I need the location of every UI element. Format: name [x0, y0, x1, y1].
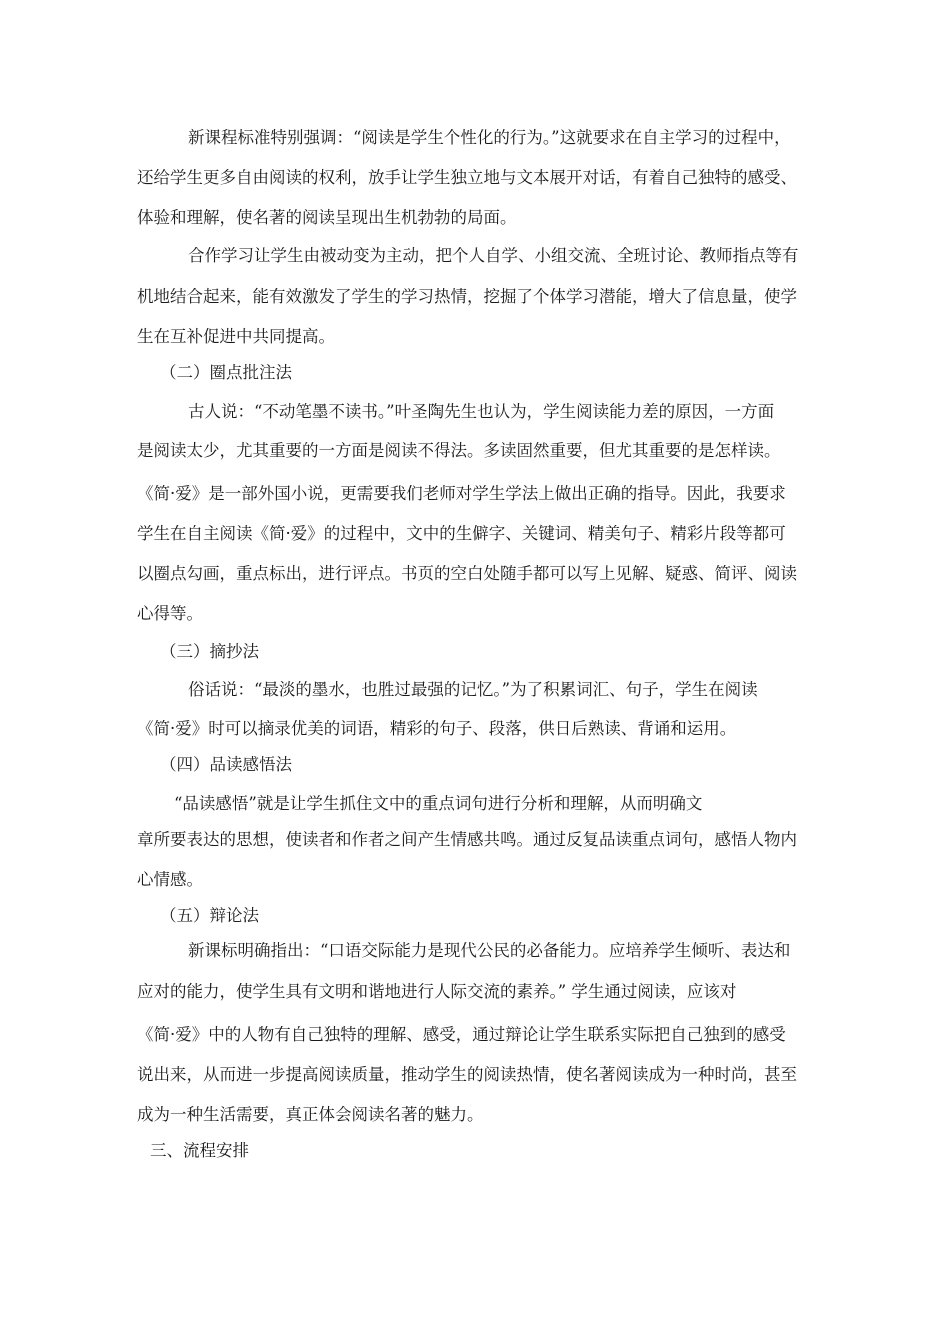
paragraph-line: 俗话说：“最淡的墨水，也胜过最强的记忆。”为了积累词汇、句子，学生在阅读 — [188, 680, 758, 699]
paragraph-line: 机地结合起来，能有效激发了学生的学习热情，挖掘了个体学习潜能，增大了信息量，使学 — [137, 287, 797, 306]
paragraph-line: 心得等。 — [137, 604, 203, 623]
section-heading: （三）摘抄法 — [160, 642, 259, 661]
paragraph-line: 是阅读太少，尤其重要的一方面是阅读不得法。多读固然重要，但尤其重要的是怎样读。 — [137, 441, 781, 460]
paragraph-line: 成为一种生活需要，真正体会阅读名著的魅力。 — [137, 1105, 484, 1124]
paragraph-line: 新课标明确指出：“口语交际能力是现代公民的必备能力。应培养学生倾听、表达和 — [188, 941, 791, 960]
paragraph-line: 章所要表达的思想，使读者和作者之间产生情感共鸣。通过反复品读重点词句，感悟人物内 — [137, 830, 797, 849]
paragraph-line: 《简·爱》是一部外国小说，更需要我们老师对学生学法上做出正确的指导。因此，我要求 — [137, 484, 786, 503]
section-heading: 三、流程安排 — [150, 1141, 249, 1160]
paragraph-line: “品读感悟”就是让学生抓住文中的重点词句进行分析和理解，从而明确文 — [174, 794, 703, 813]
section-heading: （四）品读感悟法 — [160, 755, 292, 774]
paragraph-line: 合作学习让学生由被动变为主动，把个人自学、小组交流、全班讨论、教师指点等有 — [188, 246, 799, 265]
paragraph-line: 说出来，从而进一步提高阅读质量，推动学生的阅读热情，使名著阅读成为一种时尚，甚至 — [137, 1065, 797, 1084]
section-heading: （二）圈点批注法 — [160, 363, 292, 382]
paragraph-line: 《简·爱》时可以摘录优美的词语，精彩的句子、段落，供日后熟读、背诵和运用。 — [137, 719, 737, 738]
paragraph-line: 心情感。 — [137, 870, 203, 889]
paragraph-line: 应对的能力，使学生具有文明和谐地进行人际交流的素养。” 学生通过阅读，应该对 — [137, 982, 737, 1001]
paragraph-line: 《简·爱》中的人物有自己独特的理解、感受，通过辩论让学生联系实际把自己独到的感受 — [137, 1025, 786, 1044]
paragraph-line: 古人说：“不动笔墨不读书。”叶圣陶先生也认为，学生阅读能力差的原因，一方面 — [188, 402, 775, 421]
paragraph-line: 以圈点勾画，重点标出，进行评点。书页的空白处随手都可以写上见解、疑惑、简评、阅读 — [137, 564, 797, 583]
section-heading: （五）辩论法 — [160, 906, 259, 925]
paragraph-line: 还给学生更多自由阅读的权利，放手让学生独立地与文本展开对话，有着自己独特的感受、 — [137, 168, 797, 187]
paragraph-line: 体验和理解，使名著的阅读呈现出生机勃勃的局面。 — [137, 208, 517, 227]
paragraph-line: 学生在自主阅读《简·爱》的过程中，文中的生僻字、关键词、精美句子、精彩片段等都可 — [137, 524, 786, 543]
paragraph-line: 新课程标准特别强调：“阅读是学生个性化的行为。”这就要求在自主学习的过程中， — [188, 128, 791, 147]
paragraph-line: 生在互补促进中共同提高。 — [137, 327, 335, 346]
